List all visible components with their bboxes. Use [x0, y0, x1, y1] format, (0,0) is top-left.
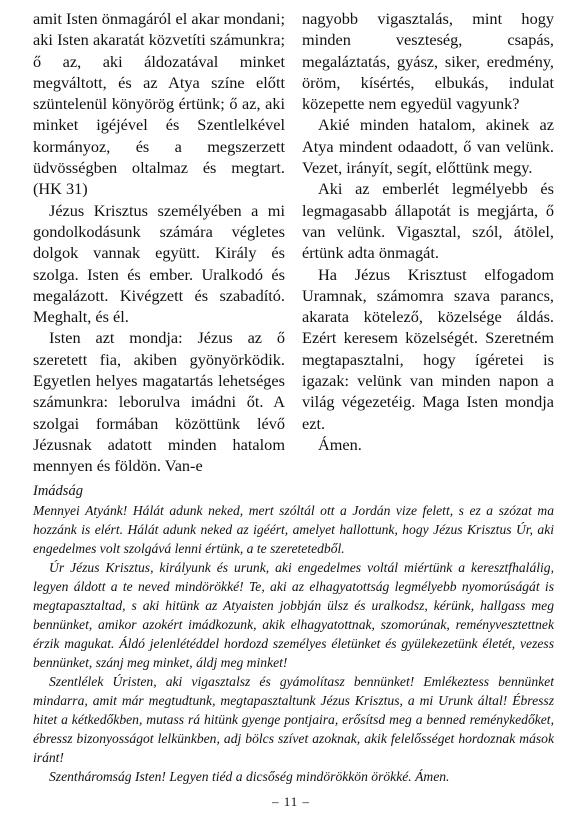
paragraph: Isten azt mondja: Jézus az ő szeretett fia, akiben gyönyörködik. Egyetlen helyes magatartás lehetséges számunkra: leborulva imádni őt. A szolgai formában közöttünk lévő Jézusnak adatott minden hatalom mennyen és földön. Van-e [33, 328, 285, 476]
paragraph: Jézus Krisztus személyében a mi gondolkodásunk számára végletes dolgok vannak együtt. Király és szolga. Isten és ember. Uralkodó és megalázott. Kivégzett és szabadító. Meghalt, és él. [33, 200, 285, 327]
body-columns [33, 8, 554, 477]
left-column [33, 8, 285, 477]
prayer-paragraph: Mennyei Atyánk! Hálát adunk neked, mert szóltál ott a Jordán vize felett, s ez a szózat ma hozzánk is elért. Hálát adunk neked az igéért, amelyet hallottunk, hogy Jézus Krisztus Úr, aki engedelmes volt szolgává lenni értünk, a te szeretetedből. [33, 503, 554, 556]
paragraph: nagyobb vigasztalás, mint hogy minden veszteség, csapás, megaláztatás, gyász, siker, eredmény, öröm, kísértés, elbukás, indulat közepette nem egyedül vagyunk? [302, 9, 554, 114]
prayer-paragraph: Szentháromság Isten! Legyen tiéd a dicsőség mindörökkön örökké. Ámen. [49, 769, 450, 784]
paragraph: amit Isten önmagáról el akar mondani; aki Isten akaratát közvetíti számunkra; ő az, aki áldozatával minket megváltott, és az Atya színe előtt szüntelenül könyörög értünk; ő az, aki minket igéjével és Szentlelkével kormányoz, és a megszerzett üdvösségben oltalmaz és megtart. (HK 31) [33, 9, 285, 199]
prayer-heading: Imádság [33, 483, 83, 499]
prayer-paragraph: Úr Jézus Krisztus, királyunk és urunk, aki engedelmes voltál miértünk a keresztfhalálig, legyen áldott a te neved mindörökké! Te, aki az elhagyatottság legmélyebb nyomorúságát is megtapasztaltad, s aki hitünk az Atyaisten jobbján ülsz és uralkodsz, kérünk, hallgass meg bennünket, amikor azokért imádkozunk, akik elhagyatottnak, szomorúnak, reményvesztettnek érzik magukat. Áldó jelenlétéddel hordozd személyes életünket és gyülekezetünk életét, vezess bennünket, szánj meg minket, áldj meg minket! [33, 560, 554, 670]
prayer-section [33, 482, 554, 786]
paragraph: Ha Jézus Krisztust elfogadom Uramnak, számomra szava parancs, akarata kötelező, közelsége áldás. Ezért keresem közelségét. Szeretném megtapasztalni, hogy ígéretei is igazak: velünk van minden napon a világ végezetéig. Maga Isten mondja ezt. [302, 264, 554, 433]
right-column [302, 8, 554, 477]
paragraph: Aki az emberlét legmélyebb és legmagasabb állapotát is megjárta, ő van velünk. Vigasztal, szól, átölel, értünk adta önmagát. [302, 179, 554, 263]
prayer-paragraph: Szentlélek Úristen, aki vigasztalsz és gyámolítasz bennünket! Emlékeztess bennünket mindarra, amit már megtudtunk, megtapasztaltunk Jézus Krisztus, a mi Urunk által! Ébressz hitet a kétkedőkben, mutass rá hitünk gyenge pontjaira, erősítsd meg a benned reménykedőket, ébressz bizonyosságot lelkünkben, adj bölcs szívet azoknak, akik felelősséget hordoznak mások iránt! [33, 674, 554, 765]
amen-line: Ámen. [318, 434, 362, 454]
page-number: – 11 – [271, 794, 311, 809]
paragraph: Akié minden hatalom, akinek az Atya mindent odaadott, ő van velünk. Vezet, irányít, segít, előttünk megy. [302, 115, 554, 178]
